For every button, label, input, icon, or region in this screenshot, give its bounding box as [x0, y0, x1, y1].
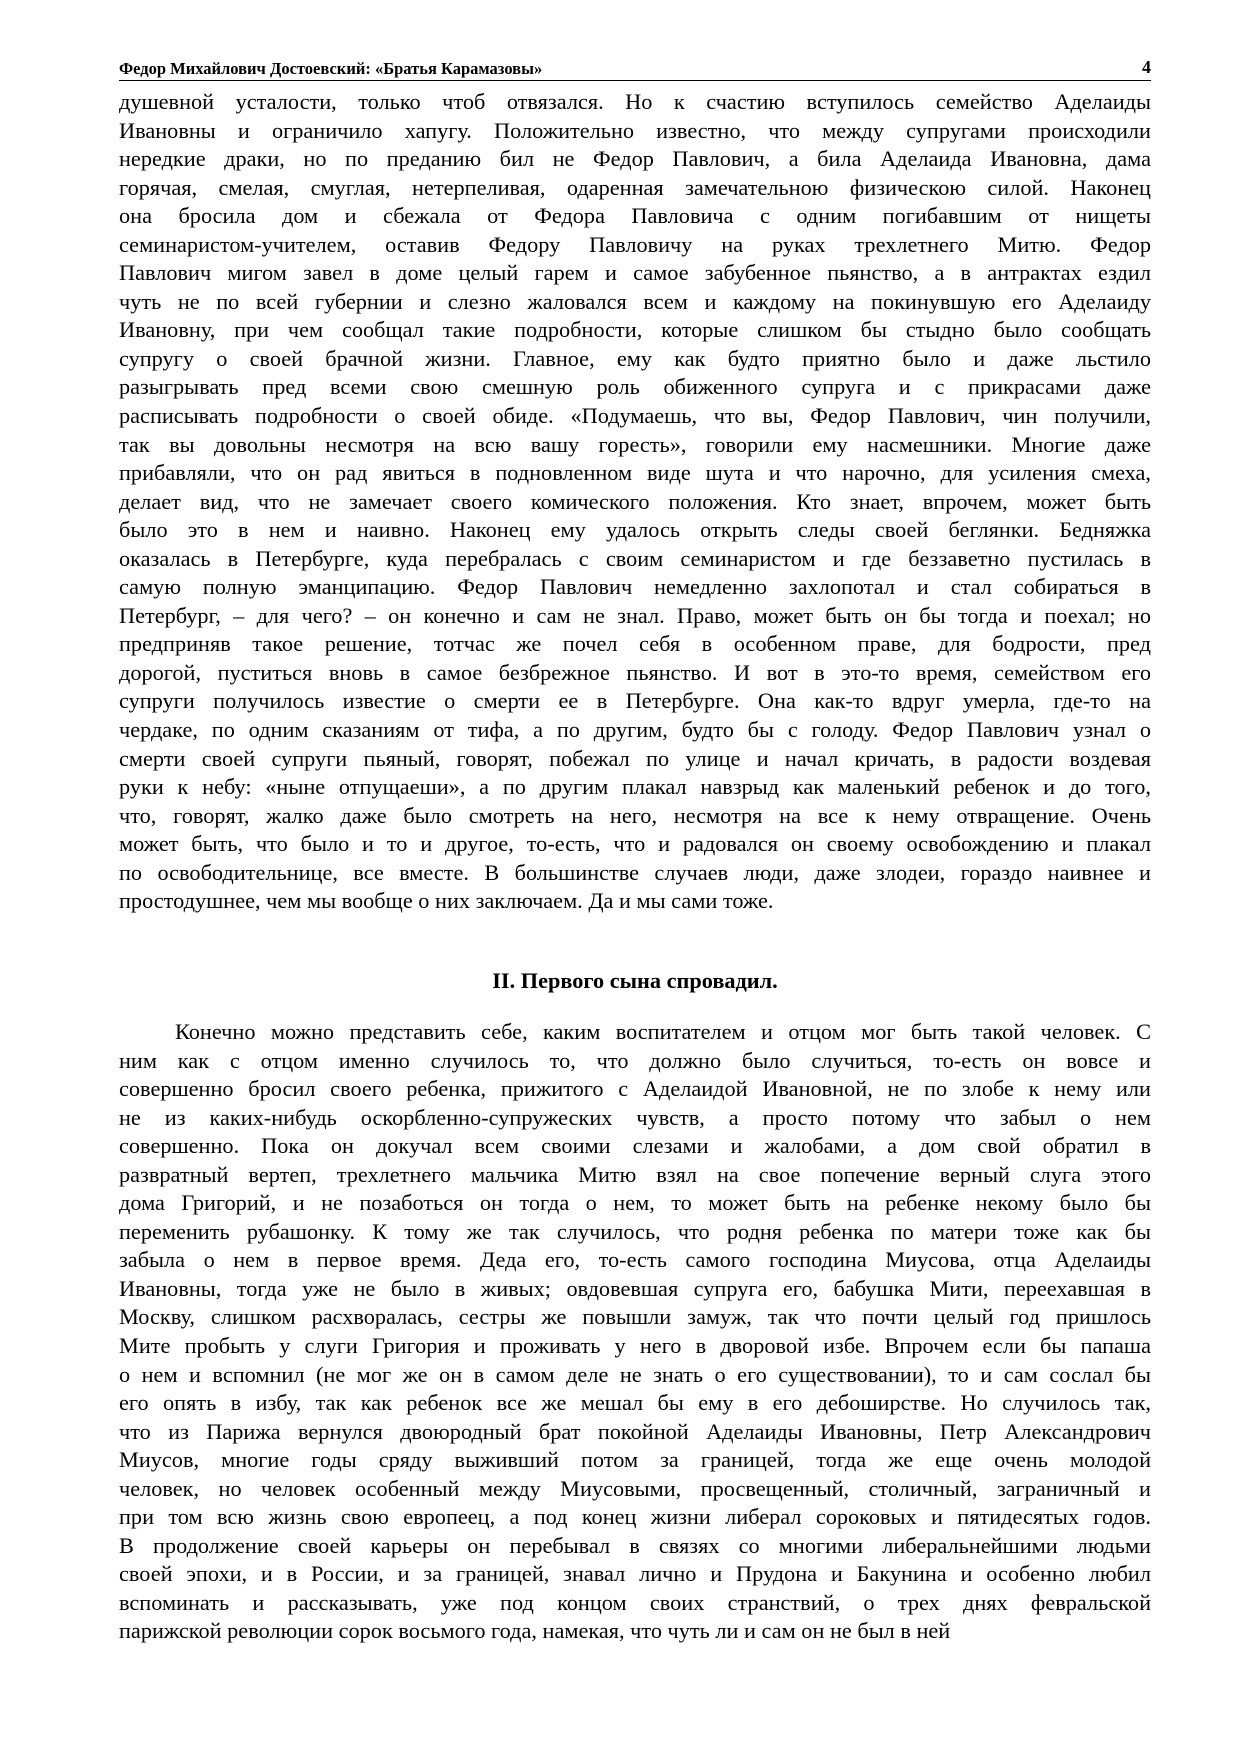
text-line: человек, но человек особенный между Миусовыми, просвещенный, столичный, заграничный и: [119, 1475, 1151, 1501]
text-line: Ивановны, тогда уже не было в живых; овдовевшая супруга его, бабушка Мити, переехавшая в: [119, 1275, 1151, 1301]
text-line: разыгрывать пред всеми свою смешную роль обиженного супруга и с прикрасами даже: [119, 374, 1151, 400]
section-heading: II. Первого сына спровадил.: [492, 968, 778, 993]
text-line: о нем и вспомнил (не мог же он в самом деле не знать о его существовании), то и сам сослал бы: [119, 1361, 1151, 1387]
text-line: простодушнее, чем мы вообще о них заключаем. Да и мы сами тоже.: [119, 888, 774, 914]
text-line: что из Парижа вернулся двоюродный брат покойной Аделаиды Ивановны, Петр Александрович: [119, 1418, 1151, 1444]
text-line: предприняв такое решение, тотчас же почел себя в особенном праве, для бодрости, пред: [119, 631, 1151, 657]
text-line: дорогой, пуститься вновь в самое безбрежное пьянство. И вот в это-то время, семейством его: [119, 659, 1151, 685]
text-line: горячая, смелая, смуглая, нетерпеливая, одаренная замечательною физическою силой. Наконец: [119, 174, 1151, 200]
text-line: душевной усталости, только чтоб отвязался. Но к счастию вступилось семейство Аделаиды: [119, 89, 1151, 114]
text-line: своей эпохи, и в России, и за границей, знавал лично и Прудона и Бакунина и особенно любил: [119, 1561, 1151, 1587]
text-line: его опять в избу, так как ребенок все же мешал бы ему в его дебоширстве. Но случилось так,: [119, 1390, 1151, 1416]
text-line: при том всю жизнь свою европеец, а под конец жизни либерал сороковых и пятидесятых годов.: [119, 1504, 1151, 1530]
text-line: чуть не по всей губернии и слезно жаловался всем и каждому на покинувшую его Аделаиду: [119, 288, 1151, 314]
text-line: совершенно. Пока он докучал всем своими слезами и жалобами, а дом свой обратил в: [119, 1133, 1151, 1159]
text-line: руки к небу: «ныне отпущаеши», а по другим плакал навзрыд как маленький ребенок и до того,: [119, 774, 1151, 800]
text-line: совершенно бросил своего ребенка, прижитого с Аделаидой Ивановной, не по злобе к нему или: [119, 1076, 1151, 1102]
text-line: Ивановну, при чем сообщал такие подробности, которые слишком бы стыдно было сообщать: [119, 317, 1151, 343]
text-line: нередкие драки, но по преданию бил не Федор Павлович, а била Аделаида Ивановна, дама: [119, 146, 1151, 172]
running-header: [119, 56, 1151, 78]
text-line: супругу о своей брачной жизни. Главное, ему как будто приятно было и даже льстило: [119, 345, 1151, 371]
text-line: Павлович мигом завел в доме целый гарем и самое забубенное пьянство, а в антрактах ездил: [119, 260, 1151, 286]
text-line: ним как с отцом именно случилось то, что должно было случиться, то-есть он вовсе и: [119, 1047, 1151, 1073]
text-line: что, говорят, жалко даже было смотреть на него, несмотря на все к нему отвращение. Очень: [119, 802, 1151, 828]
text-line: вспоминать и рассказывать, уже под концом своих странствий, о трех днях февральской: [119, 1589, 1151, 1615]
text-line: может быть, что было и то и другое, то-есть, что и радовался он своему освобождению и плакал: [119, 831, 1151, 857]
text-line: забыла о нем в первое время. Деда его, то-есть самого господина Миусова, отца Аделаиды: [119, 1247, 1151, 1273]
paragraph-2: [119, 1018, 1151, 1646]
text-line: В продолжение своей карьеры он перебывал в связях со многими либеральнейшими людьми: [119, 1532, 1151, 1558]
text-line: расписывать подробности о своей обиде. «Подумаешь, что вы, Федор Павлович, чин получили,: [119, 403, 1151, 429]
text-line: смерти своей супруги пьяный, говорят, побежал по улице и начал кричать, в радости воздевая: [119, 745, 1151, 771]
text-line: оказалась в Петербурге, куда перебралась с своим семинаристом и где беззаветно пустилась в: [119, 545, 1151, 571]
text-line: по освободительнице, все вместе. В большинстве случаев люди, даже злодеи, гораздо наивнее и: [119, 859, 1151, 885]
text-line: супруги получилось известие о смерти ее в Петербурге. Она как-то вдруг умерла, где-то на: [119, 688, 1151, 714]
text-line: переменить рубашонку. К тому же так случилось, что родня ребенка по матери тоже как бы: [119, 1218, 1151, 1244]
text-line: прибавляли, что он рад явиться в подновленном виде шута и что нарочно, для усиления смеха,: [119, 460, 1151, 486]
text-line: самую полную эманципацию. Федор Павлович немедленно захлопотал и стал собираться в: [119, 574, 1151, 600]
paragraph-1: [119, 88, 1151, 916]
text-line: так вы довольны несмотря на всю вашу горесть», говорили ему насмешники. Многие даже: [119, 431, 1151, 457]
page-number: 4: [1142, 57, 1151, 77]
text-line: чердаке, по одним сказаниям от тифа, а по другим, будто бы с голоду. Федор Павлович узнал о: [119, 717, 1151, 743]
header-divider: [119, 80, 1151, 81]
text-line: не из каких-нибудь оскорбленно-супружеских чувств, а просто потому что забыл о нем: [119, 1104, 1151, 1130]
book-title: Федор Михайлович Достоевский: «Братья Карамазовы»: [119, 59, 543, 78]
text-line: Москву, слишком расхворалась, сестры же повышли замуж, так что почти целый год пришлось: [119, 1304, 1151, 1330]
text-line: дома Григорий, и не позаботься он тогда о нем, то может быть на ребенке некому было бы: [119, 1190, 1151, 1216]
text-line: Ивановны и ограничило хапугу. Положительно известно, что между супругами происходили: [119, 117, 1151, 143]
text-line: было это в нем и наивно. Наконец ему удалось открыть следы своей беглянки. Бедняжка: [119, 517, 1151, 543]
text-line: развратный вертеп, трехлетнего мальчика Митю взял на свое попечение верный слуга этого: [119, 1161, 1151, 1187]
text-line: Конечно можно представить себе, каким воспитателем и отцом мог быть такой человек. С: [175, 1019, 1151, 1044]
text-line: она бросила дом и сбежала от Федора Павловича с одним погибавшим от нищеты: [119, 203, 1151, 229]
text-line: парижской революции сорок восьмого года, намекая, что чуть ли и сам он не был в ней: [119, 1618, 951, 1644]
text-line: семинаристом-учителем, оставив Федору Павловичу на руках трехлетнего Митю. Федор: [119, 231, 1151, 257]
text-line: делает вид, что не замечает своего комического положения. Кто знает, впрочем, может быть: [119, 488, 1151, 514]
text-line: Мите пробыть у слуги Григория и проживать у него в дворовой избе. Впрочем если бы папаша: [119, 1333, 1151, 1359]
text-line: Миусов, многие годы сряду выживший потом за границей, тогда же еще очень молодой: [119, 1447, 1151, 1473]
text-line: Петербург, – для чего? – он конечно и сам не знал. Право, может быть он бы тогда и поехал; но: [119, 602, 1151, 628]
